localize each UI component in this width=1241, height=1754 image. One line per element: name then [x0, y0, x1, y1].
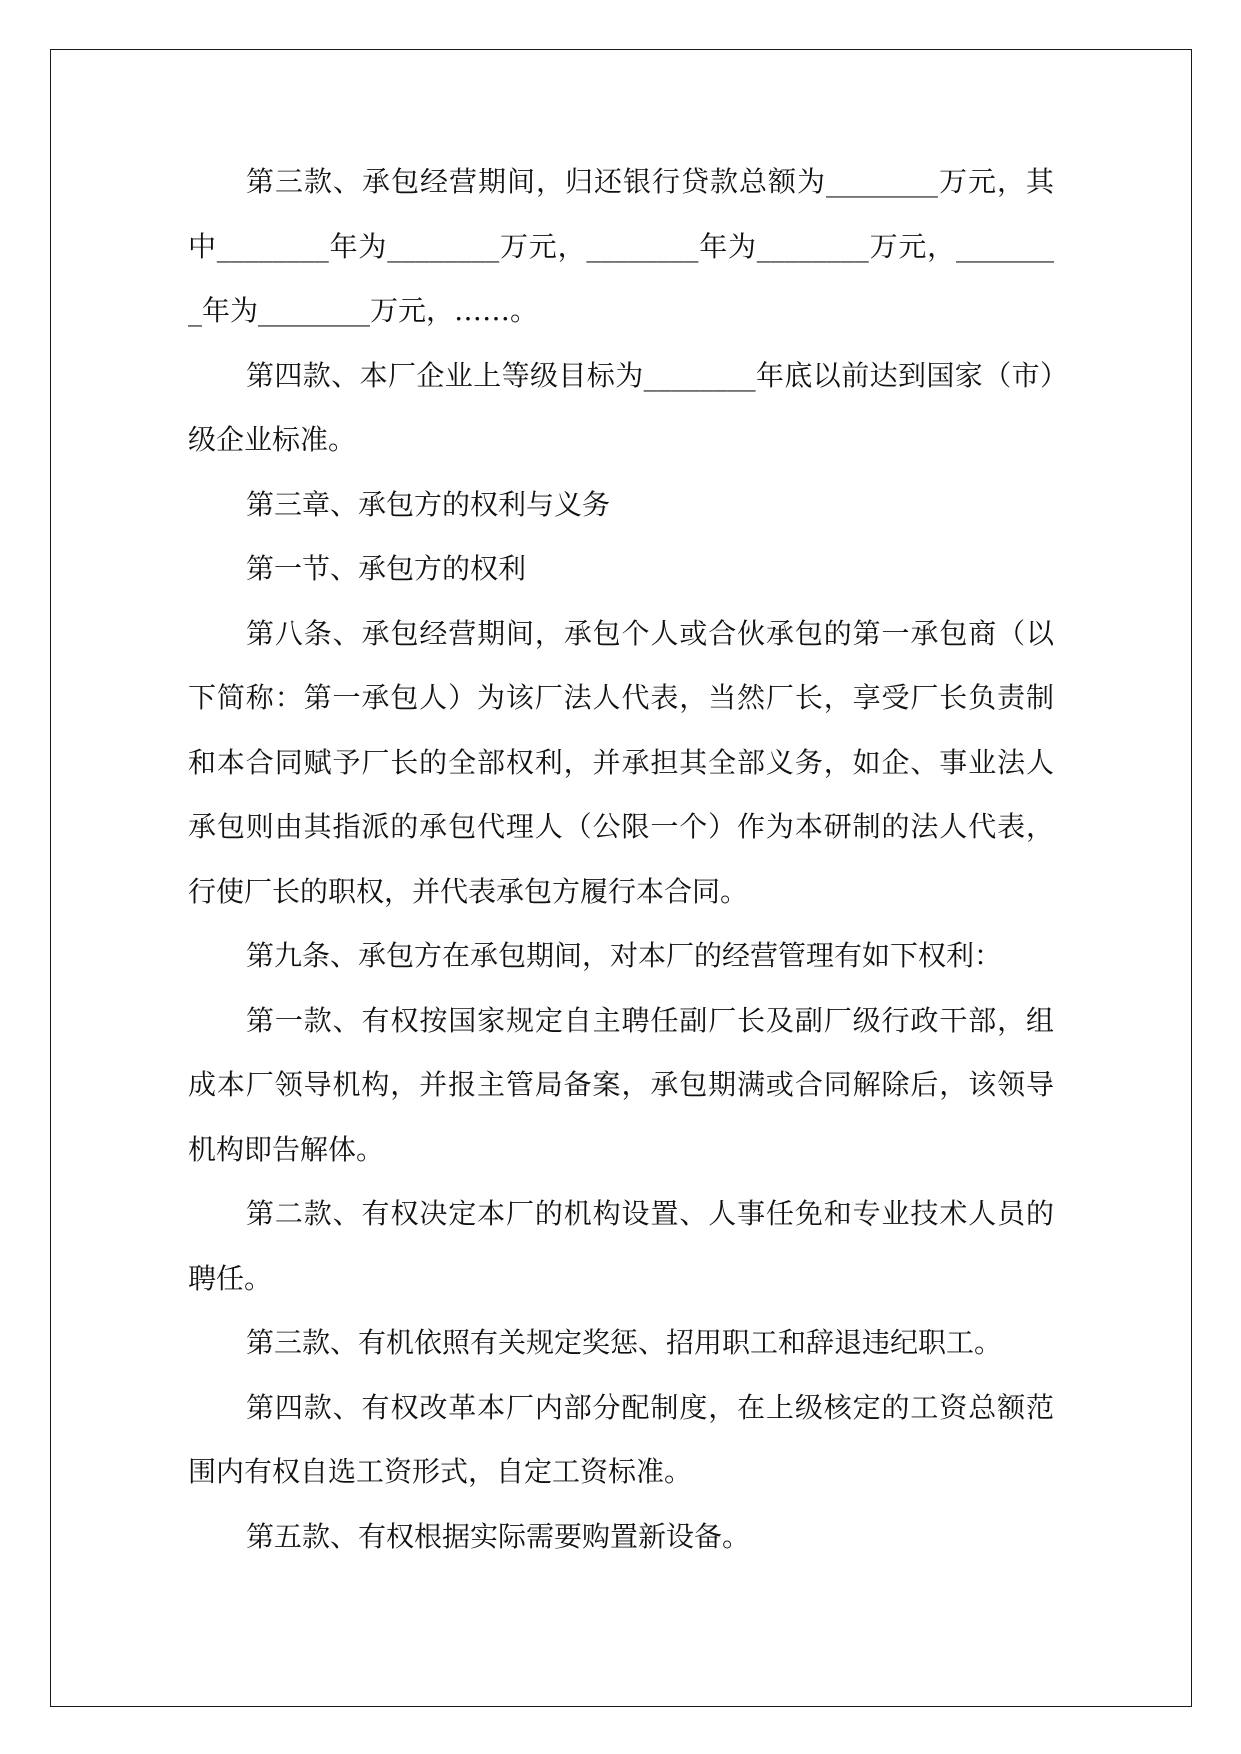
paragraph-clause-4-enterprise-level: 第四款、本厂企业上等级目标为________年底以前达到国家（市）级企业标准。 [188, 358, 1054, 456]
document-body [188, 150, 1054, 1569]
chapter-3-heading: 第三章、承包方的权利与义务 [246, 487, 611, 521]
paragraph-clause-4-wages: 第四款、有权改革本厂内部分配制度，在上级核定的工资总额范围内有权自选工资形式，自定工资标准。 [188, 1390, 1054, 1488]
paragraph-clause-2-organization: 第二款、有权决定本厂的机构设置、人事任免和专业技术人员的聘任。 [188, 1197, 1054, 1295]
paragraph-clause-3-staffing: 第三款、有机依照有关规定奖惩、招用职工和辞退违纪职工。 [246, 1326, 1003, 1359]
paragraph-clause-5-equipment: 第五款、有权根据实际需要购置新设备。 [246, 1519, 751, 1553]
paragraph-article-9: 第九条、承包方在承包期间，对本厂的经营管理有如下权利： [246, 939, 1003, 972]
paragraph-clause-1-appointment: 第一款、有权按国家规定自主聘任副厂长及副厂级行政干部，组成本厂领导机构，并报主管局备案，承包期满或合同解除后，该领导机构即告解体。 [188, 1003, 1054, 1166]
paragraph-article-8: 第八条、承包经营期间，承包个人或合伙承包的第一承包商（以下简称：第一承包人）为该厂法人代表，当然厂长，享受厂长负责制和本合同赋予厂长的全部权利，并承担其全部义务，如企、事业法人承包则由其指派的承包代理人（公限一个）作为本研制的法人代表，行使厂长的职权，并代表承包方履行本合同。 [188, 616, 1054, 908]
section-1-heading: 第一节、承包方的权利 [246, 552, 527, 585]
paragraph-clause-3-loan-repayment: 第三款、承包经营期间，归还银行贷款总额为________万元，其中________年为________万元，________年为________万元，________年为________万元，……。 [188, 165, 1054, 327]
